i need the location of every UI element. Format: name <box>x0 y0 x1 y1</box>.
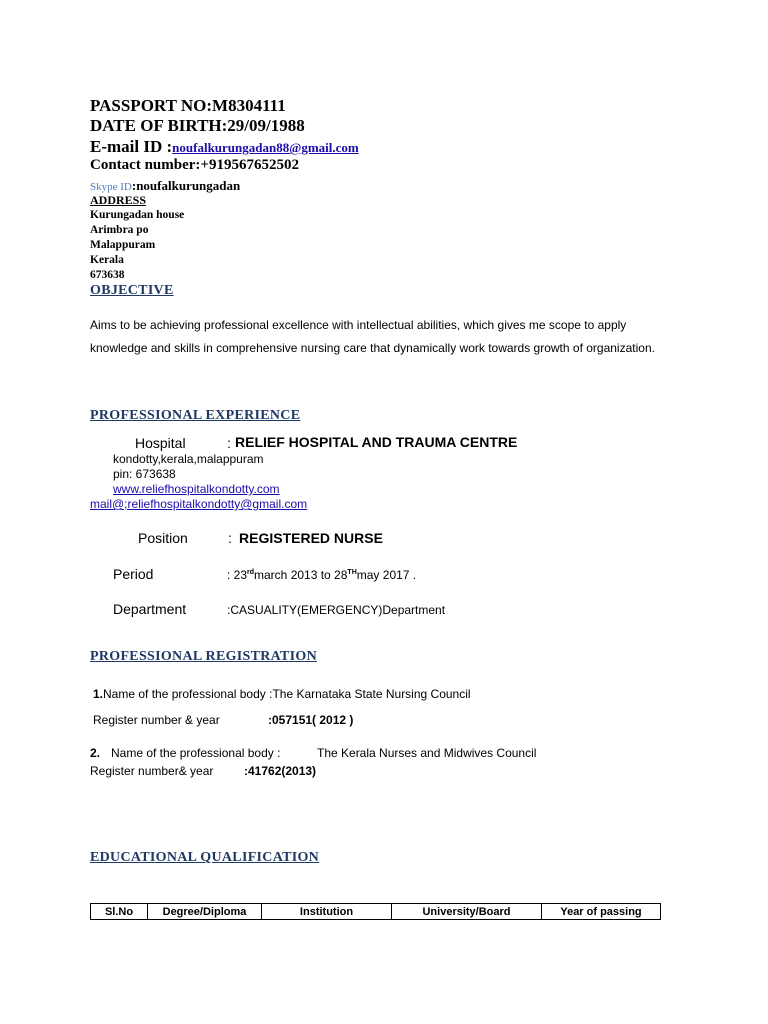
registration-heading: PROFESSIONAL REGISTRATION <box>90 649 318 664</box>
period-sup-start: rd <box>247 569 255 576</box>
experience-heading: PROFESSIONAL EXPERIENCE <box>90 408 301 423</box>
education-heading: EDUCATIONAL QUALIFICATION <box>90 850 320 865</box>
address-line: Kerala <box>90 254 124 266</box>
period-end: may 2017 . <box>356 568 417 582</box>
education-table <box>90 903 661 920</box>
hospital-website-link[interactable]: www.reliefhospitalkondotty.com <box>113 482 280 496</box>
period-middle: march 2013 to 28 <box>254 568 348 582</box>
column-header-year: Year of passing <box>542 904 661 920</box>
column-header-slno: Sl.No <box>91 904 148 920</box>
email-line <box>90 137 359 157</box>
column-header-degree: Degree/Diploma <box>148 904 262 920</box>
hospital-colon: : <box>227 435 231 451</box>
column-header-institution: Institution <box>262 904 392 920</box>
address-line: Arimbra po <box>90 224 149 236</box>
table-header-row <box>91 904 661 920</box>
registration-2-number-value: :41762(2013) <box>244 764 317 778</box>
period-sup-end: TH <box>347 569 357 576</box>
period-label: Period <box>113 566 154 582</box>
period-value <box>227 568 416 582</box>
registration-1-number-value: :057151( 2012 ) <box>268 713 354 727</box>
column-header-university: University/Board <box>392 904 542 920</box>
department-value: :CASUALITY(EMERGENCY)Department <box>227 603 446 617</box>
contact-number: Contact number:+919567652502 <box>90 157 299 173</box>
registration-2-body-value: The Kerala Nurses and Midwives Council <box>317 746 537 760</box>
address-line: 673638 <box>90 269 125 281</box>
hospital-mail-link[interactable]: mail@;reliefhospitalkondotty@gmail.com <box>90 497 308 511</box>
registration-1-number-label: Register number & year <box>93 713 220 727</box>
registration-2-number-label: Register number& year <box>90 764 214 778</box>
hospital-name: RELIEF HOSPITAL AND TRAUMA CENTRE <box>235 434 518 450</box>
registration-1-body <box>93 687 471 701</box>
registration-1-number: 1. <box>93 687 104 701</box>
email-label: E-mail ID : <box>90 137 173 156</box>
email-link[interactable]: noufalkurungadan88@gmail.com <box>172 140 359 155</box>
period-start: : 23 <box>227 568 248 582</box>
skype-label: Skype ID <box>90 181 132 193</box>
hospital-label: Hospital <box>135 435 186 451</box>
objective-heading: OBJECTIVE <box>90 283 174 298</box>
objective-text: Aims to be achieving professional excellence with intellectual abilities, which gives me scope to apply knowledge and skills in comprehensive nursing care that dynamically work towards growth of organization. <box>90 318 655 355</box>
position-colon: : <box>228 530 232 546</box>
registration-2-body-label: Name of the professional body : <box>111 746 281 760</box>
hospital-pin: pin: 673638 <box>113 467 176 481</box>
address-title: ADDRESS <box>90 193 147 207</box>
date-of-birth: DATE OF BIRTH:29/09/1988 <box>90 116 305 135</box>
registration-2-number: 2. <box>90 746 101 760</box>
position-value: REGISTERED NURSE <box>239 530 383 546</box>
passport-number: PASSPORT NO:M8304111 <box>90 96 286 115</box>
skype-value: :noufalkurungadan <box>131 178 241 193</box>
hospital-location: kondotty,kerala,malappuram <box>113 452 264 466</box>
address-line: Kurungadan house <box>90 209 185 221</box>
position-label: Position <box>138 530 188 546</box>
registration-1-body-text: Name of the professional body :The Karnataka State Nursing Council <box>103 687 471 701</box>
address-line: Malappuram <box>90 239 156 251</box>
department-label: Department <box>113 601 187 617</box>
address-block <box>90 192 184 283</box>
